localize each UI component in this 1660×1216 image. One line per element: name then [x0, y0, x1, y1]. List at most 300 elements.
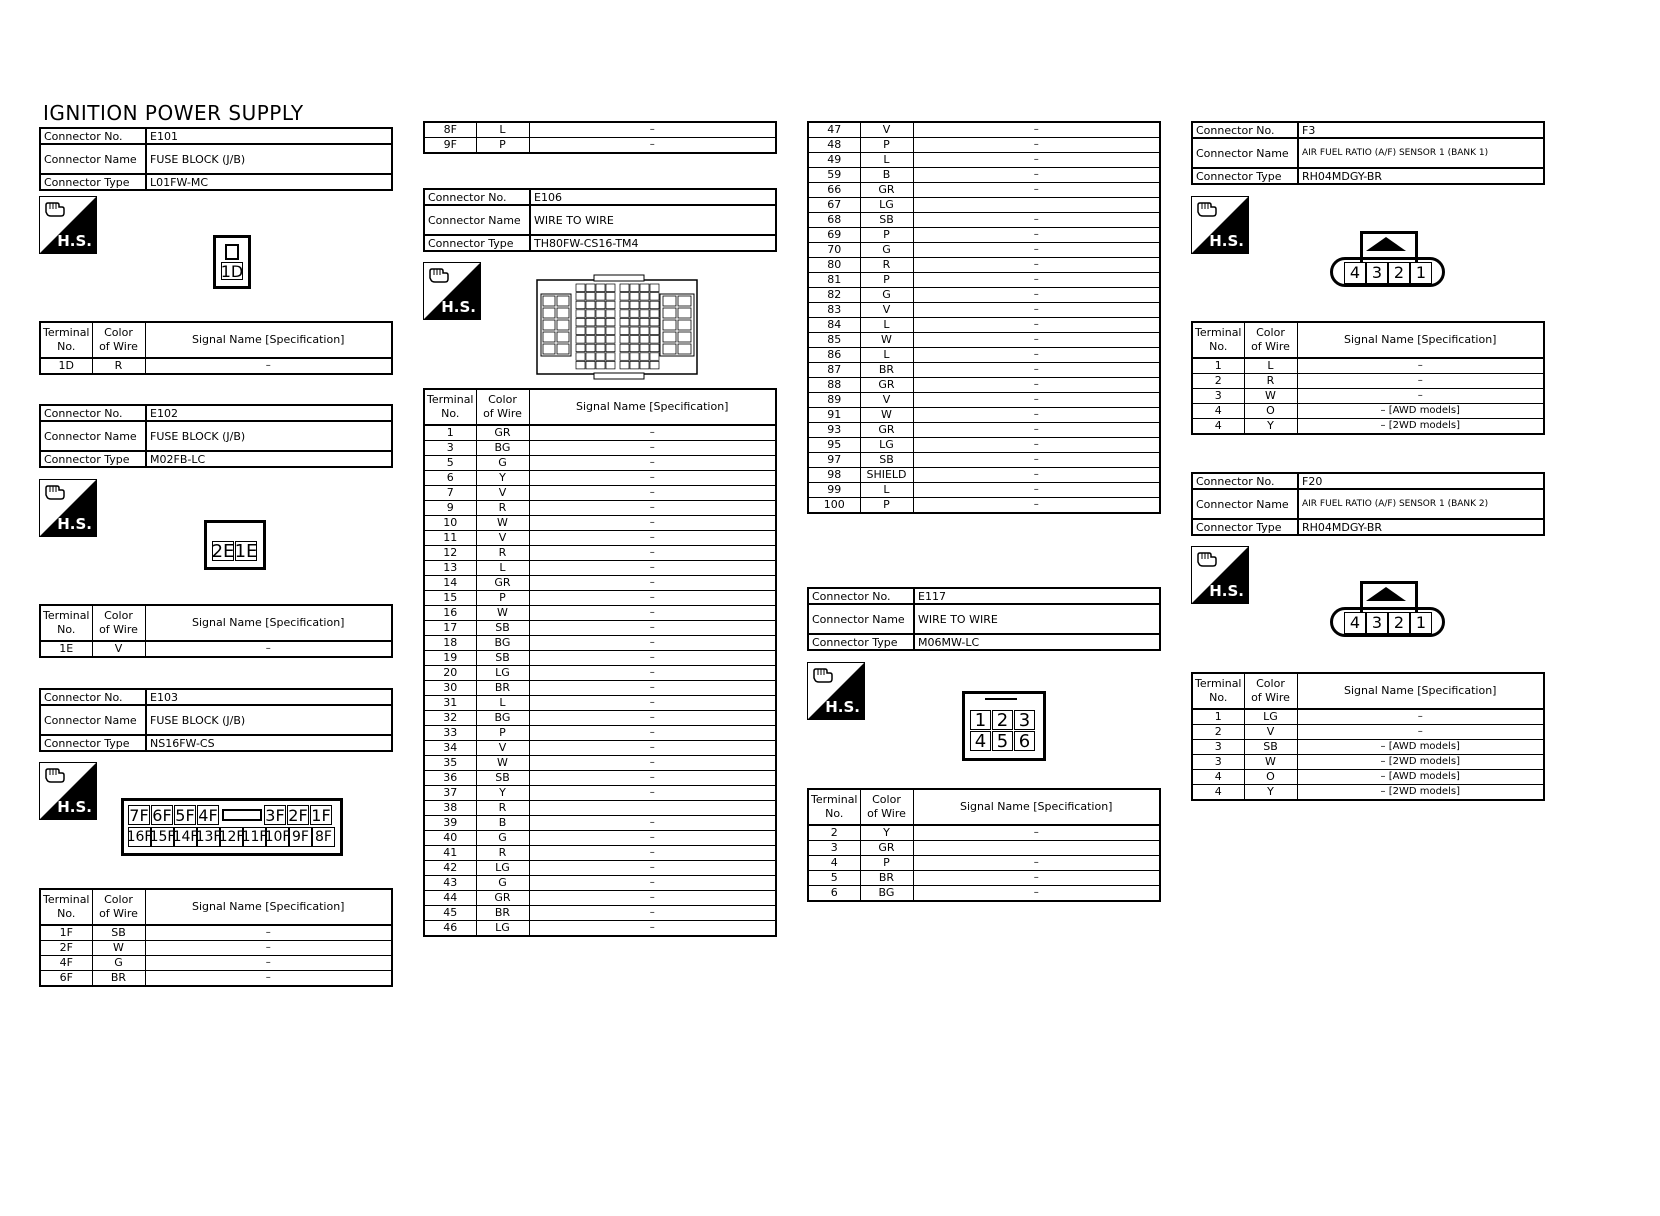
- table-row: [808, 498, 1160, 514]
- connector-cavity: [594, 373, 644, 379]
- connector-type-value: TH80FW-CS16-TM4: [530, 235, 776, 251]
- terminal-no: 4: [808, 856, 860, 871]
- connector-no-value: E106: [530, 189, 776, 205]
- table-row: [424, 441, 776, 456]
- connector-type-row: [40, 174, 392, 190]
- hs-label: H.S.: [825, 698, 860, 716]
- signal-name: –: [529, 756, 776, 771]
- signal-name: –: [1297, 358, 1544, 374]
- connector-no-label: Connector No.: [1192, 122, 1298, 138]
- terminal-no: 3: [808, 841, 860, 856]
- table-row: [40, 358, 392, 374]
- connector-latch: [225, 244, 239, 260]
- table-row: [808, 303, 1160, 318]
- table-row: [808, 198, 1160, 213]
- connector-cavity: [606, 284, 615, 292]
- connector-no-row: [40, 689, 392, 705]
- connector-cavity: [606, 318, 615, 326]
- connector-cavity: [586, 284, 595, 292]
- wire-color: W: [476, 516, 529, 531]
- pin-cell: 5F: [175, 805, 195, 825]
- signal-name: –: [529, 786, 776, 801]
- connector-cavity: [620, 336, 629, 344]
- terminal-no: 13: [424, 561, 476, 576]
- connector-body: [1330, 257, 1445, 287]
- connector-name-row: [1192, 489, 1544, 519]
- connector-name-value: WIRE TO WIRE: [530, 205, 776, 235]
- signal-name: –: [913, 273, 1160, 288]
- table-row: [1192, 725, 1544, 740]
- terminal-no: 89: [808, 393, 860, 408]
- terminal-no: 43: [424, 876, 476, 891]
- connector-name-label: Connector Name: [40, 705, 146, 735]
- signal-name: –: [913, 856, 1160, 871]
- wire-color: G: [476, 831, 529, 846]
- signal-name: –: [145, 358, 392, 374]
- connector-name-row: [808, 604, 1160, 634]
- header-line: of Wire: [99, 907, 138, 920]
- connector-cavity: [557, 308, 569, 318]
- connector-cavity: [630, 293, 639, 301]
- terminal-no: 3: [1192, 755, 1244, 770]
- table-row: [1192, 404, 1544, 419]
- table-row: [424, 681, 776, 696]
- connector-cavity: [576, 336, 585, 344]
- wire-color: R: [860, 258, 913, 273]
- signal-name: –: [1297, 725, 1544, 740]
- connector-info-table: [39, 404, 393, 468]
- header-line: Color: [1256, 326, 1285, 339]
- signal-name: –: [529, 546, 776, 561]
- connector-name-label: Connector Name: [40, 421, 146, 451]
- terminal-no: 7: [424, 486, 476, 501]
- table-row: [424, 861, 776, 876]
- connector-cavity: [640, 353, 649, 361]
- connector-info-table: [1191, 472, 1545, 536]
- wire-color: W: [860, 333, 913, 348]
- connector-cavity: [640, 318, 649, 326]
- pin-cell: 8F: [312, 827, 335, 847]
- signal-name: –: [913, 363, 1160, 378]
- signal-name: –: [529, 816, 776, 831]
- table-row: [808, 423, 1160, 438]
- terminal-no: 4: [1192, 404, 1244, 419]
- wire-color: GR: [860, 841, 913, 856]
- connector-cavity: [620, 327, 629, 335]
- table-row: [424, 666, 776, 681]
- signal-name: – [AWD models]: [1297, 740, 1544, 755]
- signal-name: –: [145, 641, 392, 657]
- signal-name: –: [529, 441, 776, 456]
- connector-cavity: [640, 344, 649, 352]
- signal-name: –: [913, 348, 1160, 363]
- pin-cell: 7F: [129, 805, 149, 825]
- connector-type-row: [424, 235, 776, 251]
- header-line: Color: [104, 326, 133, 339]
- connector-cavity: [630, 310, 639, 318]
- pin-cell: 4: [1344, 262, 1366, 284]
- table-row: [808, 408, 1160, 423]
- signal-name: –: [529, 876, 776, 891]
- connector-info-table: [807, 587, 1161, 651]
- connector-no-row: [1192, 122, 1544, 138]
- connector-no-label: Connector No.: [424, 189, 530, 205]
- pin-cell: 1: [970, 710, 991, 730]
- terminal-no: 97: [808, 453, 860, 468]
- terminal-no: 88: [808, 378, 860, 393]
- terminal-no: 9: [424, 501, 476, 516]
- signal-name: –: [913, 122, 1160, 138]
- terminal-no: 15: [424, 591, 476, 606]
- wire-color: GR: [860, 183, 913, 198]
- table-row: [424, 516, 776, 531]
- connector-type-row: [40, 735, 392, 751]
- wire-color: V: [860, 393, 913, 408]
- connector-cavity: [576, 284, 585, 292]
- terminal-no: 81: [808, 273, 860, 288]
- table-row: [424, 425, 776, 441]
- table-row: [424, 906, 776, 921]
- pin-cell: 3: [1366, 262, 1388, 284]
- signal-name-header: Signal Name [Specification]: [145, 889, 392, 925]
- wire-color: BR: [476, 906, 529, 921]
- connector-cavity: [650, 284, 659, 292]
- signal-name-header: Signal Name [Specification]: [1297, 322, 1544, 358]
- signal-name: –: [913, 498, 1160, 514]
- table-row: [808, 333, 1160, 348]
- pin-cell: 14F: [172, 829, 199, 845]
- wire-color: P: [860, 498, 913, 514]
- wire-color: P: [860, 138, 913, 153]
- signal-name: –: [913, 228, 1160, 243]
- terminal-no: 20: [424, 666, 476, 681]
- terminal-no: 30: [424, 681, 476, 696]
- header-line: Color: [488, 393, 517, 406]
- connector-type-value: RH04MDGY-BR: [1298, 168, 1544, 184]
- signal-name: –: [913, 408, 1160, 423]
- terminal-no-header: [424, 389, 476, 425]
- table-row: [808, 348, 1160, 363]
- signal-name-header: Signal Name [Specification]: [913, 789, 1160, 825]
- wire-color: W: [860, 408, 913, 423]
- table-row: [424, 831, 776, 846]
- connector-name-label: Connector Name: [424, 205, 530, 235]
- connector-cavity: [620, 310, 629, 318]
- signal-name: –: [529, 591, 776, 606]
- connector-cavity: [586, 336, 595, 344]
- connector-cavity: [596, 327, 605, 335]
- terminal-no: 4: [1192, 770, 1244, 785]
- signal-name: –: [529, 531, 776, 546]
- wire-color: Y: [1244, 785, 1297, 801]
- pin-cell: 2: [1388, 612, 1410, 634]
- terminal-no: 1F: [40, 925, 92, 941]
- wire-color: R: [1244, 374, 1297, 389]
- terminal-no: 41: [424, 846, 476, 861]
- table-row: [808, 243, 1160, 258]
- wire-color: G: [860, 288, 913, 303]
- table-row: [808, 153, 1160, 168]
- connector-name-row: [1192, 138, 1544, 168]
- terminal-no-header: [808, 789, 860, 825]
- signal-name: –: [913, 378, 1160, 393]
- pin-cell: 4F: [198, 805, 218, 825]
- connector-no-label: Connector No.: [40, 689, 146, 705]
- pin-cell: 1E: [234, 540, 258, 562]
- connector-cavity: [596, 310, 605, 318]
- wire-color: R: [476, 846, 529, 861]
- terminal-no: 59: [808, 168, 860, 183]
- connector-cavity: [586, 361, 595, 369]
- table-row: [424, 741, 776, 756]
- signal-name: [529, 801, 776, 816]
- wire-color: O: [1244, 770, 1297, 785]
- table-row: [808, 213, 1160, 228]
- terminal-no: 2: [1192, 374, 1244, 389]
- table-row: [1192, 785, 1544, 801]
- terminal-no: 86: [808, 348, 860, 363]
- wire-color: SB: [860, 213, 913, 228]
- terminal-no: 1: [1192, 709, 1244, 725]
- wire-color: LG: [860, 198, 913, 213]
- terminal-no: 11: [424, 531, 476, 546]
- wire-color: P: [476, 138, 529, 154]
- color-of-wire-header: [1244, 322, 1297, 358]
- connector-body: [1330, 607, 1445, 637]
- connector-cavity: [543, 344, 555, 354]
- table-row: [40, 971, 392, 987]
- connector-cavity: [576, 310, 585, 318]
- hs-label: H.S.: [57, 232, 92, 250]
- terminal-no-header: [40, 605, 92, 641]
- hs-label: H.S.: [1209, 582, 1244, 600]
- connector-cavity: [606, 344, 615, 352]
- table-row: [424, 846, 776, 861]
- signal-name: –: [529, 138, 776, 154]
- connector-cavity: [596, 293, 605, 301]
- connector-no-value: E103: [146, 689, 392, 705]
- signal-name: –: [913, 468, 1160, 483]
- signal-name: –: [1297, 389, 1544, 404]
- wire-color: V: [476, 486, 529, 501]
- signal-name: –: [529, 501, 776, 516]
- connector-type-label: Connector Type: [1192, 519, 1298, 535]
- wire-color: GR: [476, 576, 529, 591]
- signal-name: –: [913, 886, 1160, 902]
- pin-cell: 2: [1388, 262, 1410, 284]
- connector-cavity: [678, 308, 691, 318]
- terminal-no: 10: [424, 516, 476, 531]
- terminal-no: 70: [808, 243, 860, 258]
- terminal-table-f20: [1191, 672, 1545, 801]
- wire-color: W: [476, 756, 529, 771]
- header-line: of Wire: [99, 623, 138, 636]
- connector-cavity: [594, 275, 644, 281]
- terminal-no: 1D: [40, 358, 92, 374]
- connector-name-value: FUSE BLOCK (J/B): [146, 144, 392, 174]
- color-of-wire-header: [860, 789, 913, 825]
- connector-cavity: [630, 301, 639, 309]
- connector-cavity: [630, 344, 639, 352]
- signal-name: –: [1297, 709, 1544, 725]
- signal-name: –: [913, 258, 1160, 273]
- table-row: [808, 183, 1160, 198]
- connector-cavity: [630, 336, 639, 344]
- wire-color: V: [476, 531, 529, 546]
- wire-color: LG: [476, 666, 529, 681]
- connector-info-table: [1191, 121, 1545, 185]
- connector-cavity: [620, 301, 629, 309]
- connector-cavity: [630, 284, 639, 292]
- connector-type-label: Connector Type: [1192, 168, 1298, 184]
- connector-latch: [985, 698, 1017, 710]
- table-row: [424, 621, 776, 636]
- wire-color: Y: [476, 786, 529, 801]
- connector-type-label: Connector Type: [424, 235, 530, 251]
- terminal-no: 99: [808, 483, 860, 498]
- signal-name-header: Signal Name [Specification]: [145, 322, 392, 358]
- hand-icon: [1195, 550, 1217, 570]
- terminal-no-header: [1192, 673, 1244, 709]
- connector-cavity: [543, 332, 555, 342]
- terminal-no: 3: [1192, 740, 1244, 755]
- connector-type-label: Connector Type: [40, 735, 146, 751]
- wire-color: LG: [860, 438, 913, 453]
- connector-info-table: [423, 188, 777, 252]
- signal-name: –: [913, 138, 1160, 153]
- wire-color: L: [860, 348, 913, 363]
- page-title: IGNITION POWER SUPPLY: [43, 101, 304, 125]
- terminal-no: 6F: [40, 971, 92, 987]
- signal-name: – [AWD models]: [1297, 770, 1544, 785]
- table-row: [40, 925, 392, 941]
- connector-info-table: [39, 127, 393, 191]
- connector-cavity: [576, 327, 585, 335]
- terminal-no: 42: [424, 861, 476, 876]
- pin-cell: 11F: [241, 829, 268, 845]
- connector-cavity: [586, 327, 595, 335]
- signal-name: – [2WD models]: [1297, 785, 1544, 801]
- wire-color: B: [860, 168, 913, 183]
- signal-name: –: [529, 831, 776, 846]
- wire-color: GR: [476, 425, 529, 441]
- hand-icon: [1195, 200, 1217, 220]
- pin-cell: 1F: [311, 805, 331, 825]
- connector-cavity: [596, 353, 605, 361]
- connector-cavity: [586, 344, 595, 352]
- terminal-no: 35: [424, 756, 476, 771]
- wire-color: Y: [1244, 419, 1297, 435]
- connector-name-label: Connector Name: [40, 144, 146, 174]
- terminal-no: 32: [424, 711, 476, 726]
- terminal-no: 6: [424, 471, 476, 486]
- terminal-no: 5: [424, 456, 476, 471]
- signal-name: –: [913, 303, 1160, 318]
- table-row: [40, 956, 392, 971]
- table-row: [808, 856, 1160, 871]
- header-line: Terminal: [43, 609, 90, 622]
- terminal-no: 66: [808, 183, 860, 198]
- connector-cavity: [640, 293, 649, 301]
- connector-e106-face: [536, 274, 698, 380]
- table-row: [424, 651, 776, 666]
- connector-type-label: Connector Type: [40, 451, 146, 467]
- table-row: [808, 453, 1160, 468]
- connector-no-label: Connector No.: [40, 128, 146, 144]
- connector-cavity: [650, 361, 659, 369]
- signal-name: –: [913, 483, 1160, 498]
- header-line: of Wire: [99, 340, 138, 353]
- wire-color: L: [1244, 358, 1297, 374]
- wire-color: P: [860, 273, 913, 288]
- header-line: of Wire: [1251, 691, 1290, 704]
- wire-color: GR: [860, 423, 913, 438]
- table-row: [1192, 374, 1544, 389]
- terminal-no-header: [40, 322, 92, 358]
- wire-color: LG: [476, 921, 529, 937]
- signal-name: –: [529, 122, 776, 138]
- wire-color: O: [1244, 404, 1297, 419]
- header-line: of Wire: [867, 807, 906, 820]
- header-line: Terminal: [43, 326, 90, 339]
- connector-no-value: F20: [1298, 473, 1544, 489]
- wire-color: GR: [476, 891, 529, 906]
- wire-color: R: [476, 501, 529, 516]
- header-line: Terminal: [1195, 326, 1242, 339]
- connector-cavity: [640, 310, 649, 318]
- table-row: [1192, 755, 1544, 770]
- wire-color: V: [860, 303, 913, 318]
- terminal-table-e106-cont: [807, 121, 1161, 514]
- terminal-no-header: [1192, 322, 1244, 358]
- connector-no-row: [1192, 473, 1544, 489]
- table-row: [424, 756, 776, 771]
- connector-type-row: [1192, 168, 1544, 184]
- wire-color: SB: [476, 651, 529, 666]
- signal-name: –: [913, 183, 1160, 198]
- wire-color: L: [476, 561, 529, 576]
- connector-key: [1366, 237, 1406, 251]
- connector-cavity: [640, 284, 649, 292]
- connector-type-row: [1192, 519, 1544, 535]
- table-header: [40, 322, 392, 358]
- connector-type-value: M02FB-LC: [146, 451, 392, 467]
- header-line: Terminal: [811, 793, 858, 806]
- wire-color: G: [476, 456, 529, 471]
- harness-side-icon: [39, 196, 97, 254]
- terminal-no: 4F: [40, 956, 92, 971]
- table-row: [1192, 740, 1544, 755]
- connector-cavity: [586, 353, 595, 361]
- wire-color: V: [92, 641, 145, 657]
- wire-color: L: [860, 318, 913, 333]
- table-row: [424, 921, 776, 937]
- header-line: Color: [104, 893, 133, 906]
- signal-name: –: [529, 425, 776, 441]
- wire-color: W: [1244, 755, 1297, 770]
- pin-cell: 3F: [265, 805, 285, 825]
- terminal-no: 48: [808, 138, 860, 153]
- terminal-no: 95: [808, 438, 860, 453]
- connector-type-value: RH04MDGY-BR: [1298, 519, 1544, 535]
- connector-type-value: L01FW-MC: [146, 174, 392, 190]
- connector-latch: [222, 809, 262, 821]
- connector-cavity: [606, 327, 615, 335]
- terminal-no: 69: [808, 228, 860, 243]
- terminal-no: 1: [424, 425, 476, 441]
- terminal-no: 1E: [40, 641, 92, 657]
- table-row: [1192, 770, 1544, 785]
